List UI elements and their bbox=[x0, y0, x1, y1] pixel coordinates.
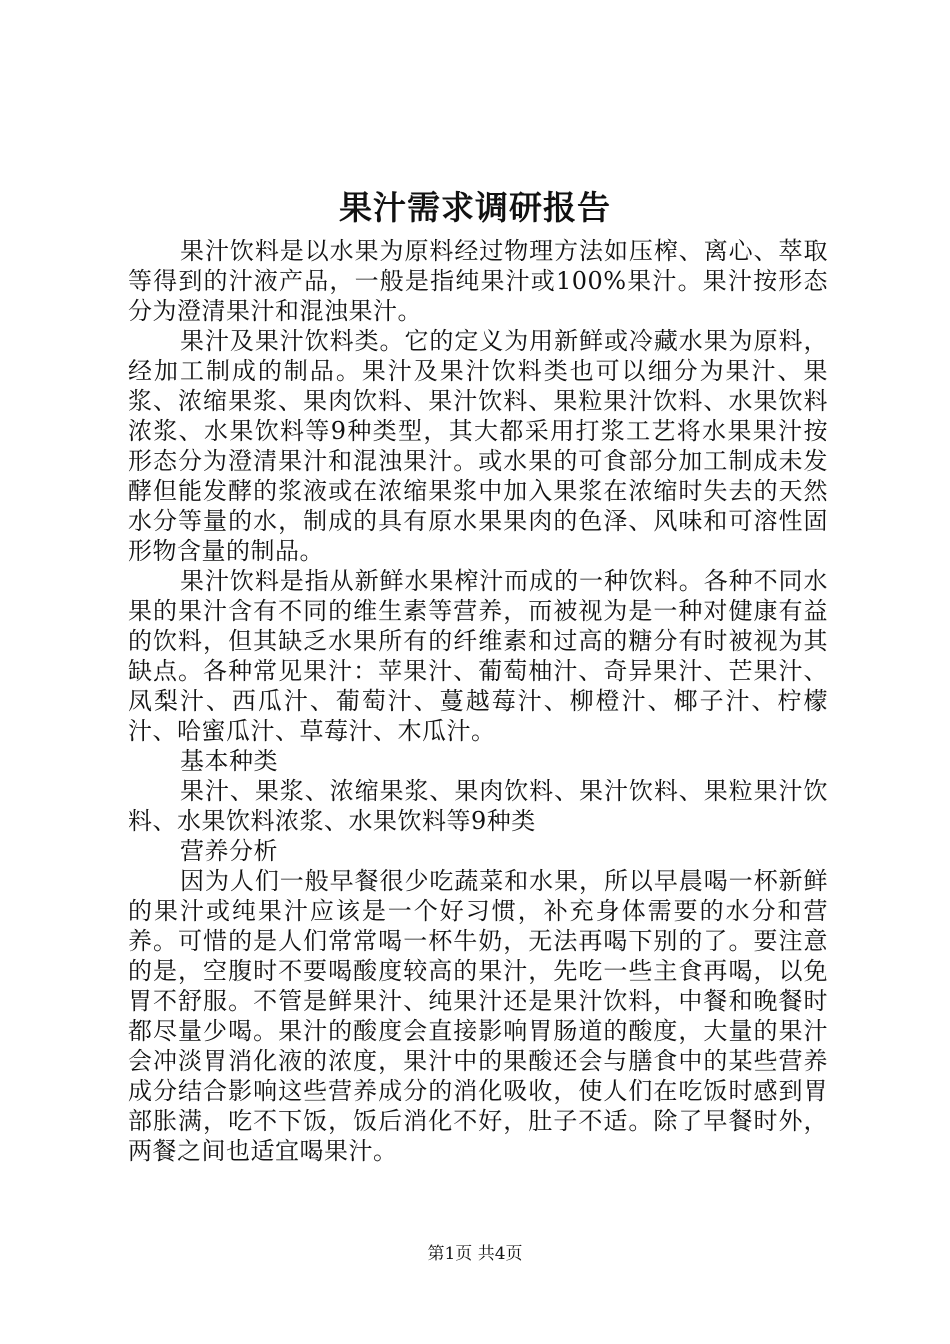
section-heading-basic-types: 基本种类 bbox=[180, 747, 278, 775]
document-body bbox=[128, 236, 828, 1166]
page-number-footer: 第1页 共4页 bbox=[427, 1244, 523, 1264]
paragraph-nutrition: 因为人们一般早餐很少吃蔬菜和水果，所以早晨喝一杯新鲜的果汁或纯果汁应该是一个好习惯，补充身体需要的水分和营养。可惜的是人们常常喝一杯牛奶，无法再喝下别的了。要注意的是，空腹时不要喝酸度较高的果汁，先吃一些主食再喝，以免胃不舒服。不管是鲜果汁、纯果汁还是果汁饮料，中餐和晚餐时都尽量少喝。果汁的酸度会直接影响胃肠道的酸度，大量的果汁会冲淡胃消化液的浓度，果汁中的果酸还会与膳食中的某些营养成分结合影响这些营养成分的消化吸收，使人们在吃饭时感到胃部胀满，吃不下饭，饭后消化不好，肚子不适。除了早餐时外，两餐之间也适宜喝果汁。 bbox=[128, 867, 828, 1165]
paragraph-intro: 果汁饮料是以水果为原料经过物理方法如压榨、离心、萃取等得到的汁液产品，一般是指纯果汁或100%果汁。果汁按形态分为澄清果汁和混浊果汁。 bbox=[128, 237, 828, 325]
section-heading-nutrition: 营养分析 bbox=[180, 837, 278, 865]
document-title: 果汁需求调研报告 bbox=[339, 188, 611, 227]
paragraph-definition: 果汁及果汁饮料类。它的定义为用新鲜或冷藏水果为原料，经加工制成的制品。果汁及果汁饮料类也可以细分为果汁、果浆、浓缩果浆、果肉饮料、果汁饮料、果粒果汁饮料、水果饮料浓浆、水果饮料等9种类型，其大都采用打浆工艺将水果果汁按形态分为澄清果汁和混浊果汁。或水果的可食部分加工制成未发酵但能发酵的浆液或在浓缩果浆中加入果浆在浓缩时失去的天然水分等量的水，制成的具有原水果果肉的色泽、风味和可溶性固形物含量的制品。 bbox=[128, 327, 828, 565]
paragraph-basic-types: 果汁、果浆、浓缩果浆、果肉饮料、果汁饮料、果粒果汁饮料、水果饮料浓浆、水果饮料等9种类 bbox=[128, 777, 828, 835]
paragraph-description: 果汁饮料是指从新鲜水果榨汁而成的一种饮料。各种不同水果的果汁含有不同的维生素等营养，而被视为是一种对健康有益的饮料，但其缺乏水果所有的纤维素和过高的糖分有时被视为其缺点。各种常见果汁：苹果汁、葡萄柚汁、奇异果汁、芒果汁、凤梨汁、西瓜汁、葡萄汁、蔓越莓汁、柳橙汁、椰子汁、柠檬汁、哈蜜瓜汁、草莓汁、木瓜汁。 bbox=[128, 567, 828, 745]
